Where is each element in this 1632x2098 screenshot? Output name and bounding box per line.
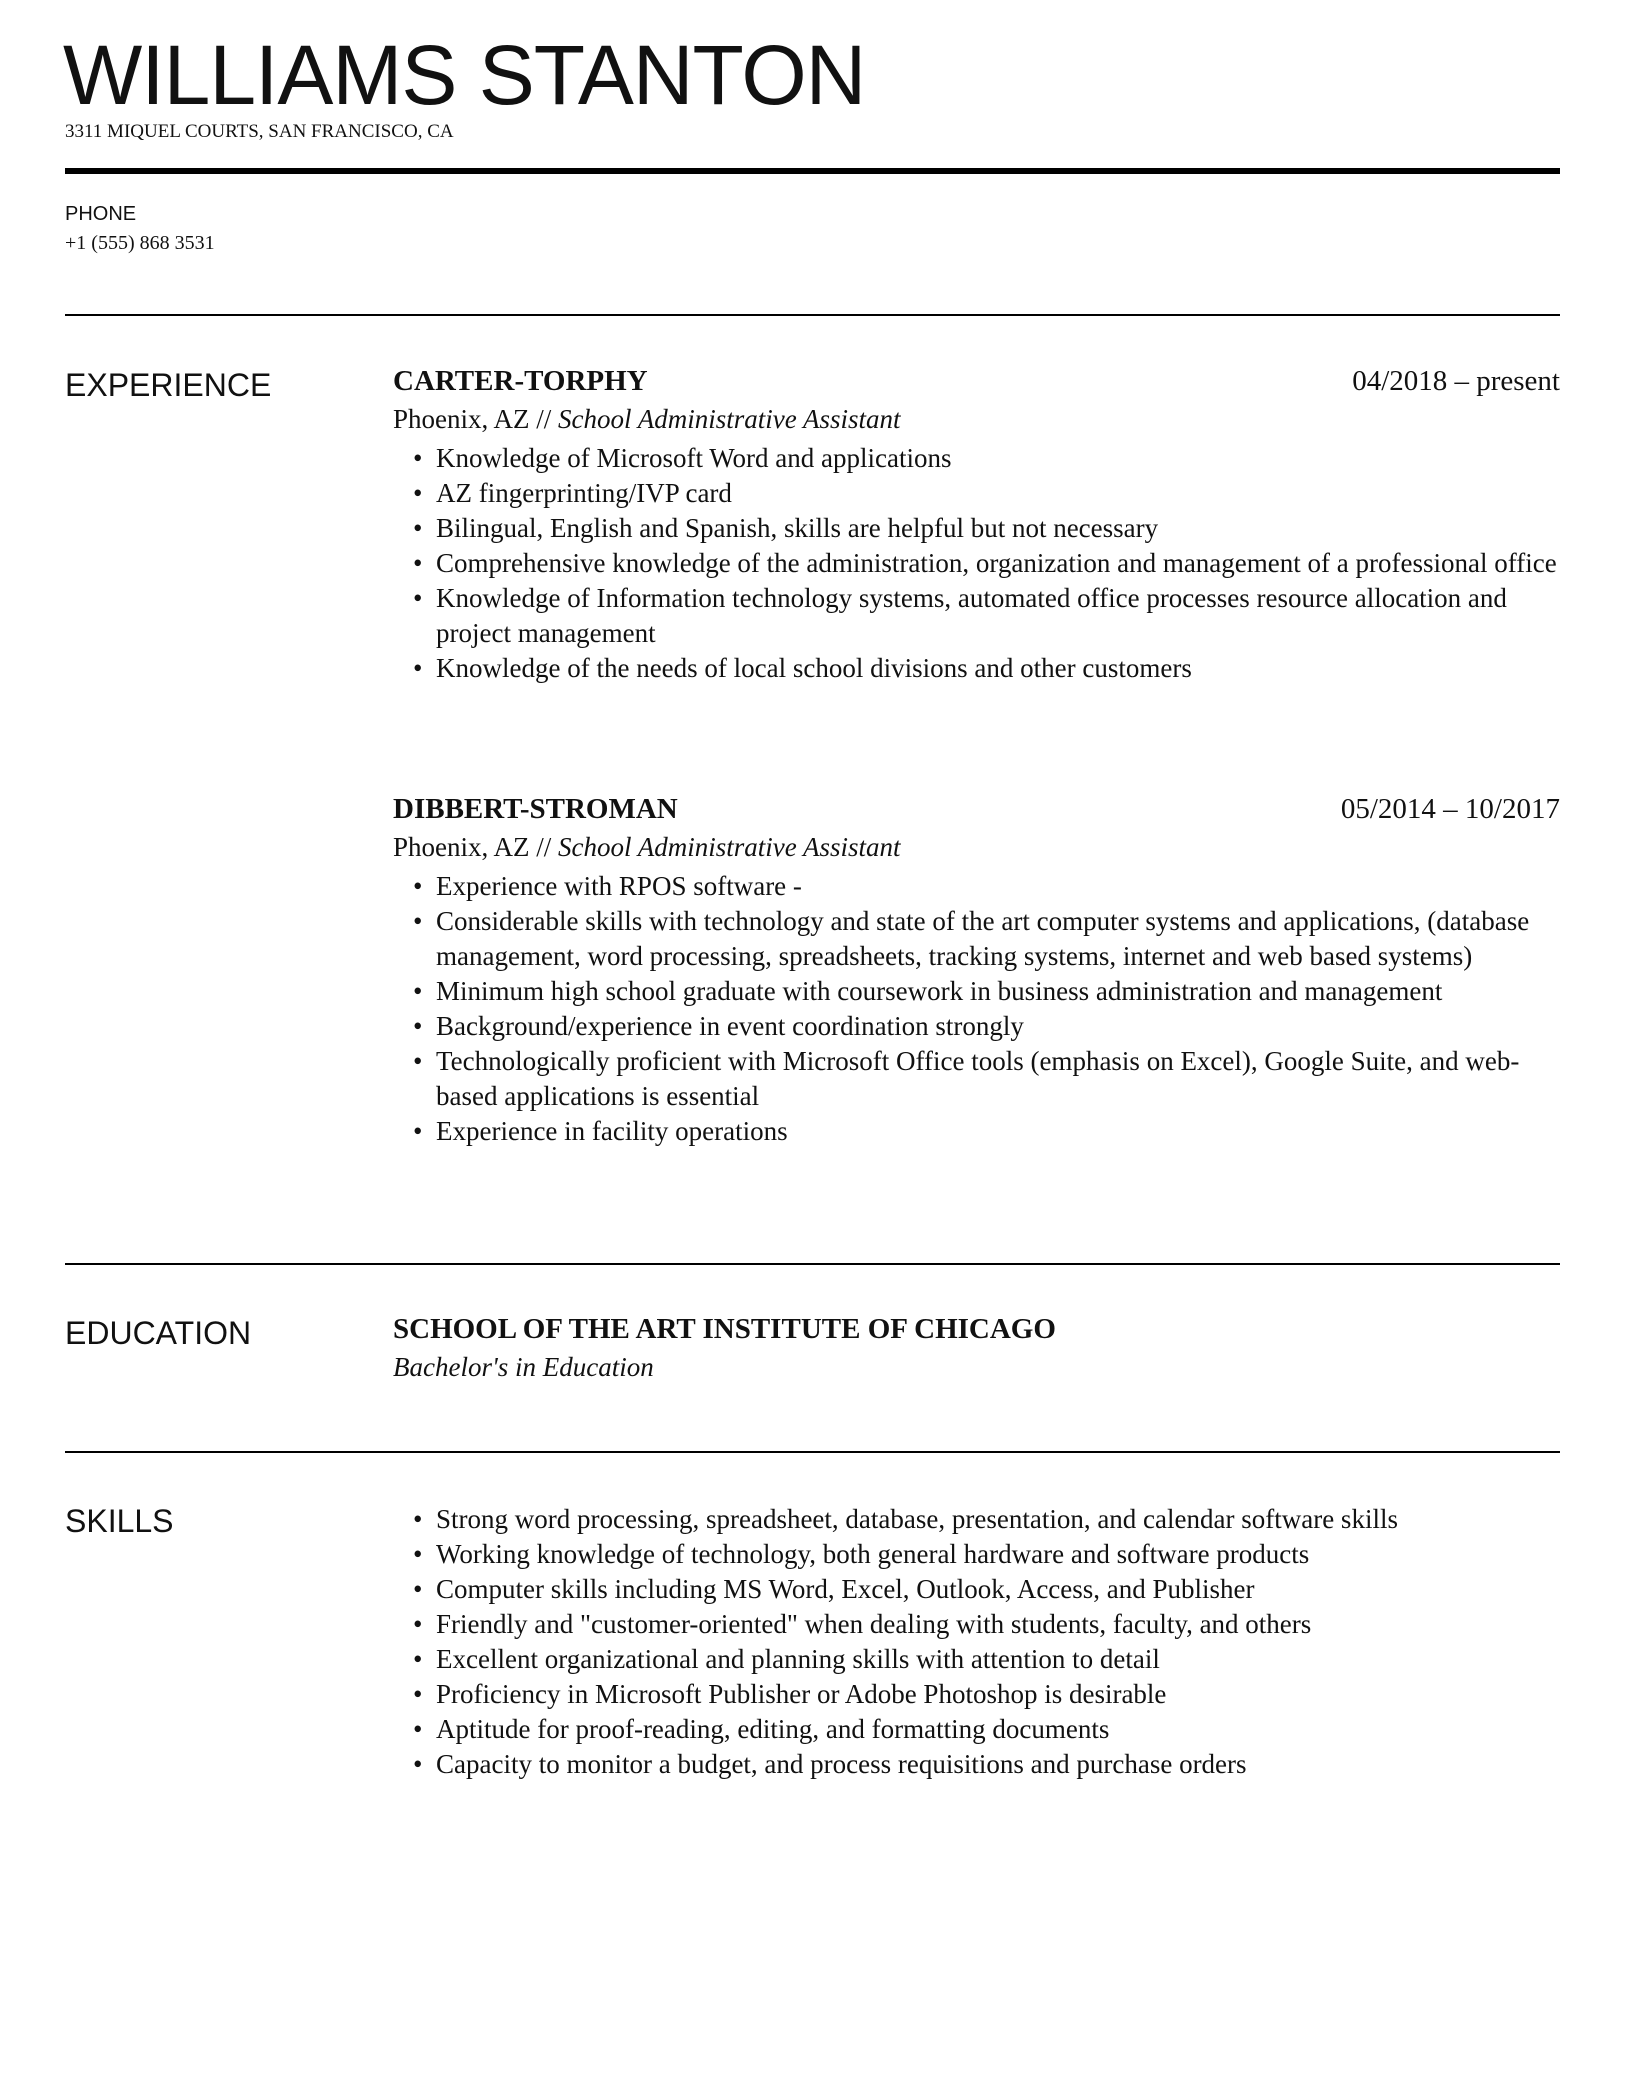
job-entry — [393, 362, 1560, 686]
separator: // — [529, 832, 559, 862]
job-dates: 05/2014 – 10/2017 — [1340, 793, 1560, 825]
experience-heading: EXPERIENCE — [65, 367, 272, 403]
degree — [393, 1350, 1560, 1385]
header-divider — [65, 168, 1560, 174]
skills-heading: SKILLS — [65, 1503, 174, 1539]
section-divider — [65, 1451, 1560, 1453]
education-entry — [393, 1310, 1560, 1385]
job-header — [393, 790, 1560, 828]
bullet-item: • Comprehensive knowledge of the administration, organization and management of a professional office — [393, 546, 1560, 581]
skill-item: • Aptitude for proof-reading, editing, and formatting documents — [393, 1712, 1560, 1747]
job-location-role — [393, 402, 1560, 437]
skill-item: • Capacity to monitor a budget, and process requisitions and purchase orders — [393, 1747, 1560, 1782]
bullet-item: • Knowledge of the needs of local school divisions and other customers — [393, 651, 1560, 686]
bullet-item: • AZ fingerprinting/IVP card — [393, 476, 1560, 511]
address: 3311 MIQUEL COURTS, SAN FRANCISCO, CA — [65, 121, 454, 142]
company-name: CARTER-TORPHY — [393, 365, 648, 397]
skill-item: • Excellent organizational and planning skills with attention to detail — [393, 1642, 1560, 1677]
bullet-item: • Minimum high school graduate with coursework in business administration and management — [393, 974, 1560, 1009]
candidate-name: WILLIAMS STANTON — [63, 28, 866, 122]
bullet-item: • Technologically proficient with Microsoft Office tools (emphasis on Excel), Google Suite, and web-based applications is essential — [393, 1044, 1560, 1114]
job-role: School Administrative Assistant — [558, 404, 901, 434]
job-location-role — [393, 830, 1560, 865]
bullet-item: • Bilingual, English and Spanish, skills are helpful but not necessary — [393, 511, 1560, 546]
bullet-item: • Experience with RPOS software - — [393, 869, 1560, 904]
job-bullets — [393, 869, 1560, 1149]
section-divider — [65, 1263, 1560, 1265]
job-entry — [393, 790, 1560, 1149]
skills-list — [393, 1502, 1560, 1782]
bullet-item: • Knowledge of Microsoft Word and applications — [393, 441, 1560, 476]
skill-item: • Working knowledge of technology, both general hardware and software products — [393, 1537, 1560, 1572]
bullet-item: • Background/experience in event coordination strongly — [393, 1009, 1560, 1044]
bullet-item: • Experience in facility operations — [393, 1114, 1560, 1149]
job-header — [393, 362, 1560, 400]
job-location: Phoenix, AZ — [393, 832, 530, 862]
job-role: School Administrative Assistant — [558, 832, 901, 862]
school-name: SCHOOL OF THE ART INSTITUTE OF CHICAGO — [393, 1313, 1056, 1345]
skill-item: • Computer skills including MS Word, Excel, Outlook, Access, and Publisher — [393, 1572, 1560, 1607]
company-name: DIBBERT-STROMAN — [393, 793, 678, 825]
skill-item: • Strong word processing, spreadsheet, database, presentation, and calendar software skills — [393, 1502, 1560, 1537]
education-heading: EDUCATION — [65, 1315, 252, 1351]
skill-item: • Friendly and "customer-oriented" when dealing with students, faculty, and others — [393, 1607, 1560, 1642]
skills-list-block — [393, 1498, 1560, 1782]
separator: // — [529, 404, 559, 434]
skill-item: • Proficiency in Microsoft Publisher or Adobe Photoshop is desirable — [393, 1677, 1560, 1712]
job-dates: 04/2018 – present — [1352, 365, 1560, 397]
job-bullets — [393, 441, 1560, 686]
phone-label: PHONE — [65, 203, 137, 225]
job-location: Phoenix, AZ — [393, 404, 530, 434]
bullet-item: • Considerable skills with technology and state of the art computer systems and applications, (database management, word processing, spreadsheets, tracking systems, internet and web based systems) — [393, 904, 1560, 974]
phone-number: +1 (555) 868 3531 — [65, 232, 215, 254]
degree-text: Bachelor's in Education — [393, 1352, 654, 1382]
section-divider — [65, 314, 1560, 316]
bullet-item: • Knowledge of Information technology systems, automated office processes resource allocation and project management — [393, 581, 1560, 651]
